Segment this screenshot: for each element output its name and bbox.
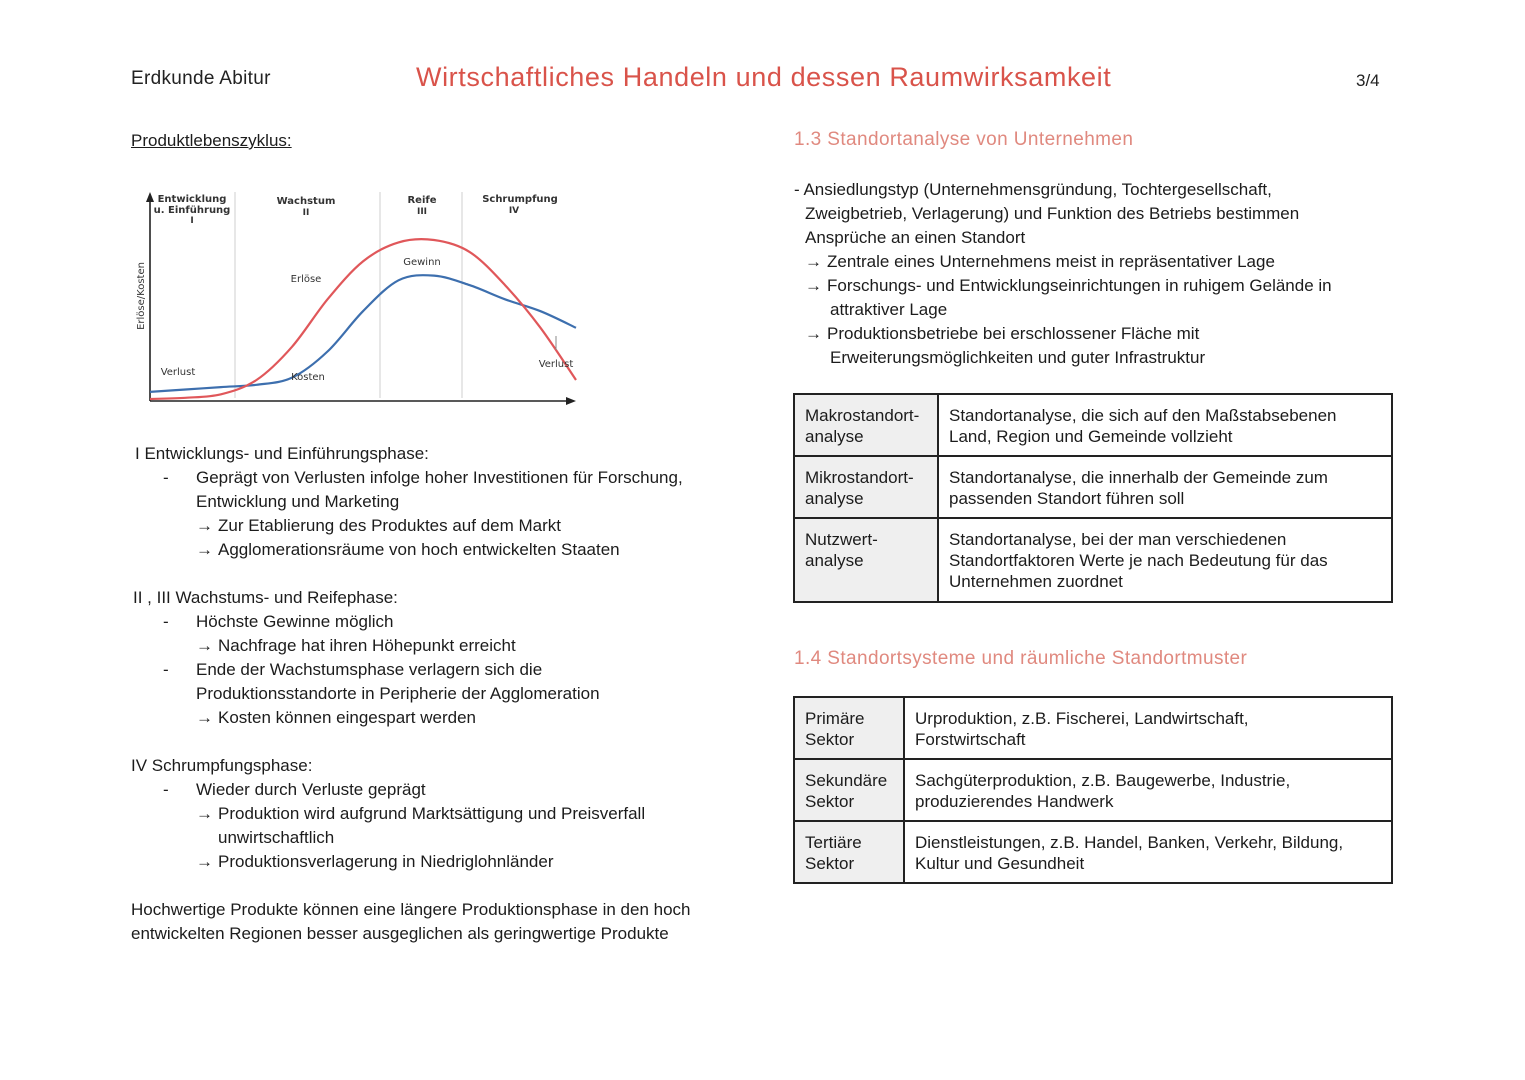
table-row [794,456,1392,518]
phase-1-arrow-text: Zur Etablierung des Produktes auf dem Markt [218,516,561,535]
arrow-icon: → [805,324,822,343]
arrow-icon: → [805,252,822,271]
location-arrow-item [805,322,1199,346]
loss-end-annotation: Verlust [538,359,574,370]
table-definition-cell: Urproduktion, z.B. Fischerei, Landwirtschaft, Forstwirtschaft [904,697,1392,759]
phase-4-bullet: Wieder durch Verluste geprägt [196,780,426,799]
phase-1-bullet: Geprägt von Verlusten infolge hoher Investitionen für Forschung, [196,468,683,487]
location-arrow-text-cont: Erweiterungsmöglichkeiten und guter Infrastruktur [830,348,1206,367]
phase-1-numeral: I [190,216,194,226]
arrow-icon: → [196,708,213,727]
table-row [794,821,1392,883]
closing-text: Hochwertige Produkte können eine längere Produktionsphase in den hoch [131,900,691,919]
location-arrow-item [805,250,1275,274]
economic-sectors-table [793,696,1393,884]
bullet-dash: - [163,612,169,631]
phase-2-3-arrow-text: Kosten können eingespart werden [218,708,477,727]
arrow-icon: → [196,804,213,823]
table-row [794,518,1392,602]
arrow-icon: → [805,276,822,295]
table-definition-cell: Standortanalyse, bei der man verschiedenen Standortfaktoren Werte je nach Bedeutung für das Unternehmen zuordnet [938,518,1392,602]
phase-2-3-arrow-item [196,706,476,730]
phase-2-label: Wachstum [276,196,336,207]
phase-4-title: IV Schrumpfungsphase: [131,756,313,775]
location-arrow-text: Zentrale eines Unternehmens meist in repräsentativer Lage [827,252,1275,271]
loss-start-annotation: Verlust [160,367,196,378]
bullet-dash: - [163,780,169,799]
table-term-cell: Primäre Sektor [794,697,904,759]
location-analysis-table [793,393,1393,603]
table-term-cell: Makrostandort- analyse [794,394,938,456]
arrow-icon: → [196,852,213,871]
phase-2-3-title: II , III Wachstums- und Reifephase: [133,588,398,607]
y-axis-arrowhead [146,192,154,202]
phase-4-arrow-text: Produktion wird aufgrund Marktsättigung und Preisverfall [218,804,646,823]
table-row [794,697,1392,759]
product-lifecycle-chart [128,180,588,412]
chart-svg [128,180,588,412]
table-term-cell: Sekundäre Sektor [794,759,904,821]
table-definition-cell: Standortanalyse, die sich auf den Maßstabsebenen Land, Region und Gemeinde vollzieht [938,394,1392,456]
phase-1-arrow-item [196,514,561,538]
phase-4-arrow-text: Produktionsverlagerung in Niedriglohnländer [218,852,554,871]
x-axis-arrowhead [566,397,576,405]
phase-3-label: Reife [407,195,437,206]
intro-text-cont: Zweigbetrieb, Verlagerung) und Funktion des Betriebs bestimmen [805,204,1300,223]
arrow-icon: → [196,516,213,535]
phase-1-arrow-text: Agglomerationsräume von hoch entwickelten Staaten [218,540,620,559]
section-1-4-heading: 1.4 Standortsysteme und räumliche Standortmuster [794,648,1248,669]
phase-4-arrow-item [196,850,553,874]
table-term-cell: Nutzwert- analyse [794,518,938,602]
phase-3-numeral: III [416,207,428,217]
phase-2-3-arrow-text: Nachfrage hat ihren Höhepunkt erreicht [218,636,516,655]
bullet-dash: - [163,660,169,679]
intro-text: - Ansiedlungstyp (Unternehmensgründung, Tochtergesellschaft, [794,180,1272,199]
page-title: Wirtschaftliches Handeln und dessen Raumwirksamkeit [416,62,1112,92]
arrow-icon: → [196,636,213,655]
phase-4-arrow-item [196,802,645,826]
y-axis-label: Erlöse/Kosten [136,262,147,330]
page-number: 3/4 [1356,71,1380,90]
phase-1-label: Entwicklung [157,194,227,205]
location-arrow-text: Produktionsbetriebe bei erschlossener Fläche mit [827,324,1200,343]
bullet-dash: - [163,468,169,487]
phase-4-numeral: IV [508,206,520,216]
profit-annotation: Gewinn [403,257,441,268]
phase-1-title: I Entwicklungs- und Einführungsphase: [135,444,429,463]
phase-2-3-bullet: Ende der Wachstumsphase verlagern sich die [196,660,543,679]
closing-text-cont: entwickelten Regionen besser ausgeglichen als geringwertige Produkte [131,924,669,943]
table-definition-cell: Standortanalyse, die innerhalb der Gemeinde zum passenden Standort führen soll [938,456,1392,518]
phase-4-label: Schrumpfung [482,194,558,205]
table-definition-cell: Sachgüterproduktion, z.B. Baugewerbe, Industrie, produzierendes Handwerk [904,759,1392,821]
revenue-annotation: Erlöse [290,274,322,285]
table-term-cell: Tertiäre Sektor [794,821,904,883]
phase-2-3-bullet: Höchste Gewinne möglich [196,612,394,631]
location-arrow-item [805,274,1332,298]
subject-label: Erdkunde Abitur [131,68,271,89]
location-arrow-text: Forschungs- und Entwicklungseinrichtungen in ruhigem Gelände in [827,276,1332,295]
intro-text-cont: Ansprüche an einen Standort [805,228,1026,247]
phase-2-numeral: II [302,208,310,218]
table-row [794,394,1392,456]
revenue-curve [150,239,576,399]
phase-1-arrow-item [196,538,620,562]
table-definition-cell: Dienstleistungen, z.B. Handel, Banken, Verkehr, Bildung, Kultur und Gesundheit [904,821,1392,883]
arrow-icon: → [196,540,213,559]
cost-annotation: Kosten [291,372,325,383]
table-row [794,759,1392,821]
phase-1-bullet-cont: Entwicklung und Marketing [196,492,400,511]
product-lifecycle-heading: Produktlebenszyklus: [131,131,292,150]
section-1-3-heading: 1.3 Standortanalyse von Unternehmen [794,129,1134,150]
phase-2-3-arrow-item [196,634,516,658]
phase-1-label-line2: u. Einführung [153,205,231,216]
phase-4-arrow-text-cont: unwirtschaftlich [218,828,335,847]
table-term-cell: Mikrostandort- analyse [794,456,938,518]
location-arrow-text-cont: attraktiver Lage [830,300,948,319]
phase-2-3-bullet-cont: Produktionsstandorte in Peripherie der Agglomeration [196,684,600,703]
